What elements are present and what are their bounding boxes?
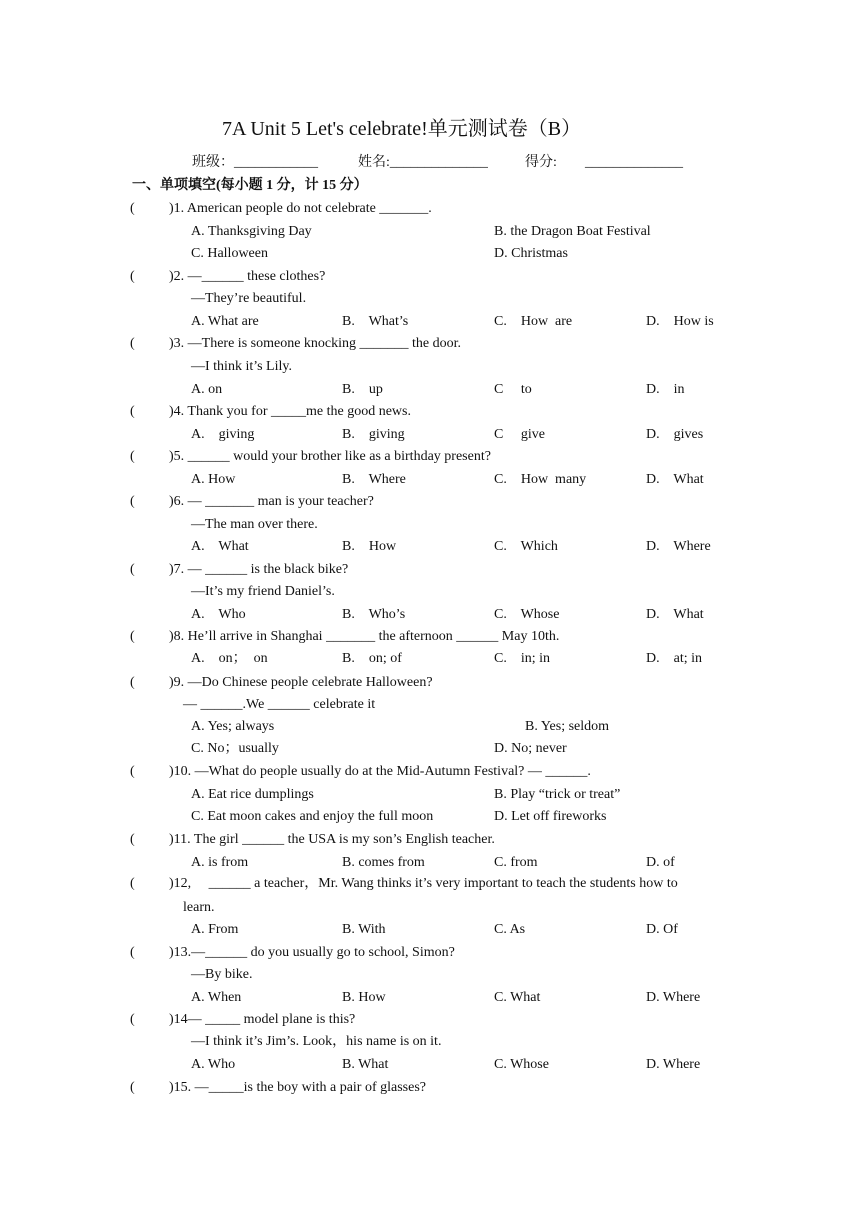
option-b: B. the Dragon Boat Festival: [494, 224, 651, 239]
option-c: C. As: [494, 922, 526, 937]
question-line: —I think it’s Jim’s. Look，his name is on it.: [191, 1034, 442, 1049]
option-b: B. How: [342, 539, 397, 554]
option-c: C. Whose: [494, 1057, 549, 1072]
answer-paren: (: [130, 562, 135, 577]
answer-paren: (: [130, 764, 135, 779]
option-a: A. What: [191, 539, 249, 554]
option-a: A. When: [191, 990, 242, 1005]
question-line: — ______.We ______ celebrate it: [183, 697, 376, 712]
question-stem: )8. He’ll arrive in Shanghai _______ the afternoon ______ May 10th.: [169, 629, 560, 644]
option-a: A. Who: [191, 607, 246, 622]
option-d: D. Christmas: [494, 246, 568, 261]
question-stem: )14— _____ model plane is this?: [169, 1012, 356, 1027]
option-a: A. on； on: [191, 651, 268, 666]
option-c: C. Whose: [494, 607, 560, 622]
question-stem: )10. —What do people usually do at the Mid-Autumn Festival? — ______.: [169, 764, 591, 779]
answer-paren: (: [130, 1012, 135, 1027]
question-stem: )13.—______ do you usually go to school, Simon?: [169, 945, 455, 960]
question-line: learn.: [183, 900, 215, 915]
option-d: D. at; in: [646, 651, 702, 666]
question-stem: )11. The girl ______ the USA is my son’s English teacher.: [169, 832, 495, 847]
option-b: B. Where: [342, 472, 406, 487]
option-c: C to: [494, 382, 532, 397]
question-stem: )15. —_____is the boy with a pair of glasses?: [169, 1080, 427, 1095]
option-c: C. How many: [494, 472, 587, 487]
option-a: A. giving: [191, 427, 255, 442]
option-b: B. Who’s: [342, 607, 406, 622]
option-d: D. Of: [646, 922, 678, 937]
question-line: —It’s my friend Daniel’s.: [191, 584, 335, 599]
score-blank: ______________: [585, 155, 683, 170]
answer-paren: (: [130, 1080, 135, 1095]
option-d: D. What: [646, 607, 704, 622]
question-stem: )3. —There is someone knocking _______ the door.: [169, 336, 462, 351]
option-a: A. is from: [191, 855, 249, 870]
option-d: D. of: [646, 855, 675, 870]
score-field-label: 得分:: [525, 155, 557, 170]
question-stem: )1. American people do not celebrate _______.: [169, 201, 432, 216]
answer-paren: (: [130, 449, 135, 464]
name-field-label: 姓名:______________: [358, 155, 488, 170]
option-d: D. Where: [646, 539, 711, 554]
option-a: A. on: [191, 382, 223, 397]
question-stem: )7. — ______ is the black bike?: [169, 562, 349, 577]
option-c: C. in; in: [494, 651, 551, 666]
option-c: C. No；usually: [191, 741, 279, 756]
question-stem: )9. —Do Chinese people celebrate Halloween?: [169, 675, 433, 690]
answer-paren: (: [130, 494, 135, 509]
option-d: D. in: [646, 382, 685, 397]
option-d: D. How is: [646, 314, 714, 329]
option-c: C. How are: [494, 314, 573, 329]
page-title: 7A Unit 5 Let's celebrate!单元测试卷（B）: [222, 118, 582, 140]
option-b: B. comes from: [342, 855, 425, 870]
option-a: A. Thanksgiving Day: [191, 224, 312, 239]
option-a: A. How: [191, 472, 236, 487]
answer-paren: (: [130, 945, 135, 960]
option-b: B. giving: [342, 427, 405, 442]
option-b: B. on; of: [342, 651, 402, 666]
section-heading: 一、单项填空(每小题 1 分，计 15 分）: [132, 178, 368, 193]
option-b: B. How: [342, 990, 386, 1005]
option-d: D. What: [646, 472, 704, 487]
option-a: A. Eat rice dumplings: [191, 787, 314, 802]
option-b: B. What: [342, 1057, 389, 1072]
option-d: D. gives: [646, 427, 704, 442]
option-c: C. Halloween: [191, 246, 268, 261]
answer-paren: (: [130, 336, 135, 351]
option-a: A. What are: [191, 314, 259, 329]
question-stem: )12, ______ a teacher，Mr. Wang thinks it’s very important to teach the students how to: [169, 876, 678, 891]
question-stem: )6. — _______ man is your teacher?: [169, 494, 374, 509]
question-line: —They’re beautiful.: [191, 291, 307, 306]
question-stem: )2. —______ these clothes?: [169, 269, 326, 284]
option-c: C. Eat moon cakes and enjoy the full moon: [191, 809, 434, 824]
answer-paren: (: [130, 876, 135, 891]
option-b: B. up: [342, 382, 383, 397]
option-c: C. What: [494, 990, 541, 1005]
option-a: A. From: [191, 922, 239, 937]
answer-paren: (: [130, 404, 135, 419]
option-d: D. Where: [646, 1057, 701, 1072]
question-stem: )5. ______ would your brother like as a birthday present?: [169, 449, 491, 464]
answer-paren: (: [130, 629, 135, 644]
class-field-label: 班级：____________: [192, 155, 318, 170]
option-b: B. With: [342, 922, 386, 937]
option-d: D. Where: [646, 990, 701, 1005]
option-b: B. Yes; seldom: [525, 719, 610, 734]
question-stem: )4. Thank you for _____me the good news.: [169, 404, 411, 419]
question-line: —By bike.: [191, 967, 253, 982]
option-a: A. Who: [191, 1057, 236, 1072]
answer-paren: (: [130, 201, 135, 216]
option-d: D. Let off fireworks: [494, 809, 607, 824]
question-line: —The man over there.: [191, 517, 318, 532]
option-a: A. Yes; always: [191, 719, 275, 734]
option-c: C. Which: [494, 539, 558, 554]
option-b: B. What’s: [342, 314, 409, 329]
option-d: D. No; never: [494, 741, 567, 756]
answer-paren: (: [130, 675, 135, 690]
option-b: B. Play “trick or treat”: [494, 787, 621, 802]
answer-paren: (: [130, 832, 135, 847]
option-c: C give: [494, 427, 545, 442]
option-c: C. from: [494, 855, 538, 870]
question-line: —I think it’s Lily.: [191, 359, 292, 374]
answer-paren: (: [130, 269, 135, 284]
